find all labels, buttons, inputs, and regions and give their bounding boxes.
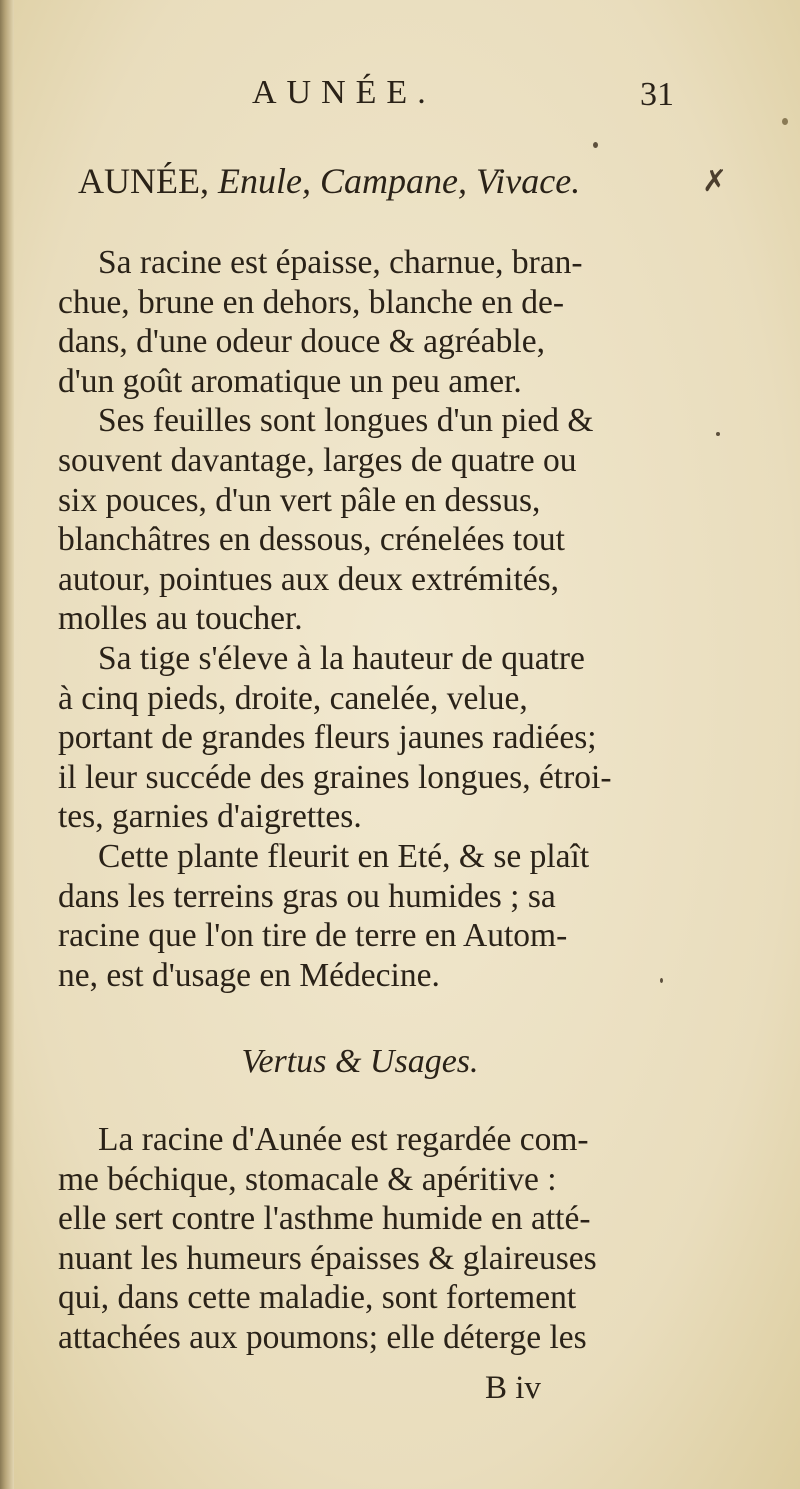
text-line: Ses feuilles sont longues d'un pied & <box>98 402 594 440</box>
text-line: autour, pointues aux deux extrémités, <box>58 560 560 598</box>
text-line: molles au toucher. <box>58 600 303 638</box>
text-line: blanchâtres en dessous, crénelées tout <box>58 521 565 559</box>
page-binding-edge <box>0 0 14 1489</box>
text-line: Sa racine est épaisse, charnue, bran- <box>98 244 583 281</box>
page-header <box>0 70 800 130</box>
page-number: 31 <box>640 76 674 113</box>
text-line: me béchique, stomacale & apéritive : <box>58 1160 557 1198</box>
text-line: chue, brune en dehors, blanche en de- <box>58 283 565 321</box>
section-heading: Vertus & Usages. <box>241 1043 479 1080</box>
text-line: à cinq pieds, droite, canelée, velue, <box>58 679 528 717</box>
text-line: ne, est d'usage en Médecine. <box>58 956 440 994</box>
margin-mark: ✗ <box>702 164 728 199</box>
text-line: attachées aux poumons; elle déterge les <box>58 1318 587 1356</box>
text-line: Sa tige s'éleve à la hauteur de quatre <box>98 639 585 677</box>
text-line: dans les terreins gras ou humides ; sa <box>58 877 556 915</box>
text-line: dans, d'une odeur douce & agréable, <box>58 323 545 361</box>
text-line: portant de grandes fleurs jaunes radiées; <box>58 719 597 757</box>
signature-mark: B iv <box>485 1370 541 1406</box>
text-line: qui, dans cette maladie, sont fortement <box>58 1279 577 1317</box>
text-line: Cette plante fleurit en Eté, & se plaît <box>98 837 590 875</box>
text-line: racine que l'on tire de terre en Autom- <box>58 917 568 955</box>
description-paragraphs <box>58 243 708 995</box>
usage-paragraph <box>58 1120 708 1358</box>
entry-synonyms: Enule, Campane, Vivace. <box>208 161 581 201</box>
text-line: six pouces, d'un vert pâle en dessus, <box>58 481 541 519</box>
ink-speck <box>716 432 720 436</box>
ink-speck <box>660 978 663 983</box>
text-line: elle sert contre l'asthme humide en atté- <box>58 1200 591 1238</box>
entry-name: AUNÉE, <box>78 161 209 201</box>
text-line: d'un goût aromatique un peu amer. <box>58 362 522 400</box>
text-line: nuant les humeurs épaisses & glaireuses <box>58 1239 597 1277</box>
entry-title <box>78 160 580 202</box>
running-head: AUNÉE. <box>252 74 436 111</box>
ink-speck <box>782 118 788 125</box>
text-line: La racine d'Aunée est regardée com- <box>98 1121 589 1158</box>
ink-speck <box>593 142 598 148</box>
text-line: souvent davantage, larges de quatre ou <box>58 441 577 479</box>
text-line: tes, garnies d'aigrettes. <box>58 798 362 836</box>
text-line: il leur succéde des graines longues, étroi- <box>58 758 612 796</box>
